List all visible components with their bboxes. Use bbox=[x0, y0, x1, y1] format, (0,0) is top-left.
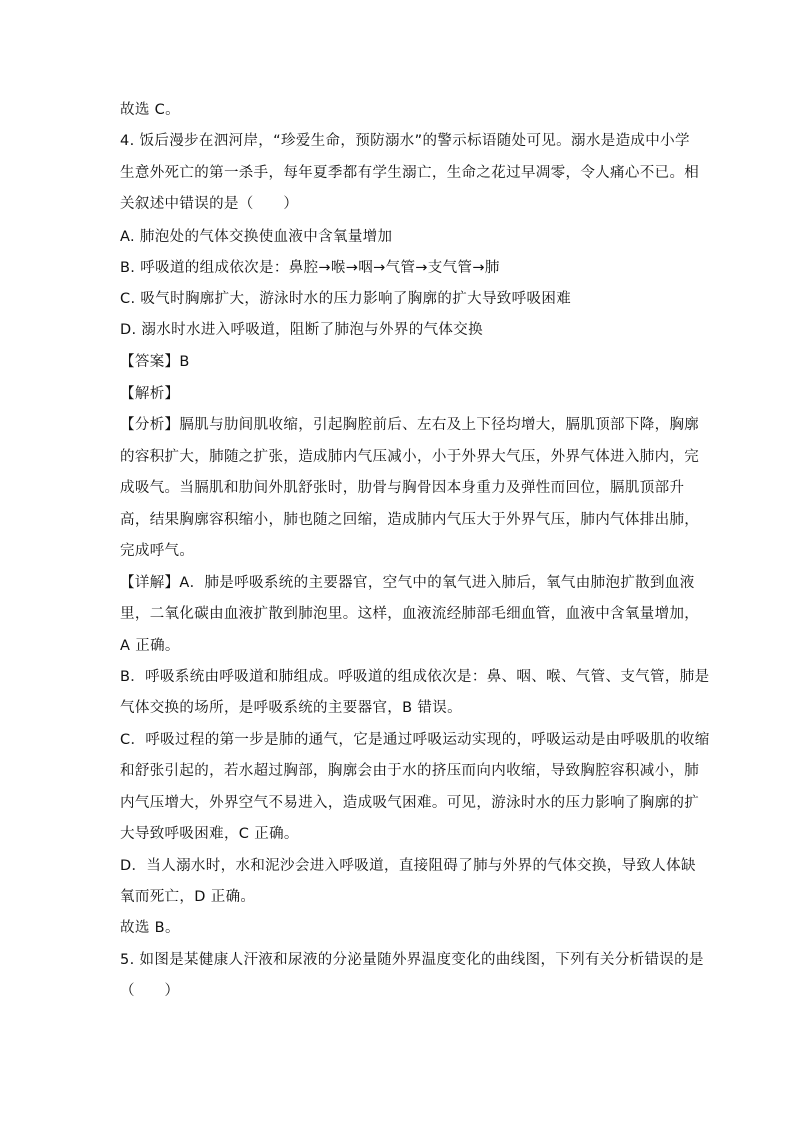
q4-detail-line-5: 气体交换的场所，是呼吸系统的主要器官，B 错误。 bbox=[120, 700, 462, 716]
q4-detail-line-2: 里，二氧化碳由血液扩散到肺泡里。这样，血液流经肺部毛细血管，血液中含氧量增加， bbox=[120, 606, 700, 622]
q4-detail-line-11: 氧而死亡，D 正确。 bbox=[120, 889, 256, 905]
q4-analysis-line-2: 的容积扩大，肺随之扩张，造成肺内气压减小，小于外界大气压，外界气体进入肺内，完 bbox=[120, 449, 700, 465]
q4-detail-line-3: A 正确。 bbox=[120, 638, 180, 654]
q4-option-a: A. 肺泡处的气体交换使血液中含氧量增加 bbox=[120, 229, 393, 245]
q4-detail-line-6: C．呼吸过程的第一步是肺的通气，它是通过呼吸运动实现的，呼吸运动是由呼吸肌的收缩 bbox=[120, 732, 710, 748]
q4-stem-line-1: 4. 饭后漫步在泗河岸，“珍爱生命，预防溺水”的警示标语随处可见。溺水是造成中小学 bbox=[120, 133, 690, 149]
q4-detail-line-4: B．呼吸系统由呼吸道和肺组成。呼吸道的组成依次是：鼻、咽、喉、气管、支气管，肺是 bbox=[120, 669, 710, 685]
q5-stem-line-1: 5. 如图是某健康人汗液和尿液的分泌量随外界温度变化的曲线图，下列有关分析错误的是 bbox=[120, 952, 704, 968]
q4-analysis-title: 【解析】 bbox=[120, 386, 180, 402]
q4-detail-line-9: 大导致呼吸困难，C 正确。 bbox=[120, 826, 299, 842]
q4-option-c: C. 吸气时胸廓扩大，游泳时水的压力影响了胸廓的扩大导致呼吸困难 bbox=[120, 291, 572, 307]
q4-analysis-line-5: 完成呼气。 bbox=[120, 543, 195, 559]
q4-detail-line-7: 和舒张引起的，若水超过胸部，胸廓会由于水的挤压而向内收缩，导致胸腔容积减小，肺 bbox=[120, 763, 700, 779]
q4-stem-line-2: 生意外死亡的第一杀手，每年夏季都有学生溺亡，生命之花过早凋零，令人痛心不已。相 bbox=[120, 165, 700, 181]
q4-answer: 【答案】B bbox=[120, 354, 190, 370]
q4-analysis-line-3: 成吸气。当膈肌和肋间外肌舒张时，肋骨与胸骨因本身重力及弹性而回位，膈肌顶部升 bbox=[120, 480, 685, 496]
q4-detail-line-8: 内气压增大，外界空气不易进入，造成吸气困难。可见，游泳时水的压力影响了胸廓的扩 bbox=[120, 795, 700, 811]
q4-analysis-line-1: 【分析】膈肌与肋间肌收缩，引起胸腔前后、左右及上下径均增大，膈肌顶部下降，胸廓 bbox=[120, 417, 700, 433]
q3-conclusion: 故选 C。 bbox=[120, 102, 180, 118]
q4-analysis-line-4: 高，结果胸廓容积缩小，肺也随之回缩，造成肺内气压大于外界气压，肺内气体排出肺， bbox=[120, 512, 700, 528]
q4-option-d: D. 溺水时水进入呼吸道，阻断了肺泡与外界的气体交换 bbox=[120, 322, 483, 338]
q4-detail-line-10: D．当人溺水时，水和泥沙会进入呼吸道，直接阻碍了肺与外界的气体交换，导致人体缺 bbox=[120, 858, 696, 874]
q4-stem-line-3: 关叙述中错误的是（ ） bbox=[120, 196, 299, 212]
q4-option-b: B. 呼吸道的组成依次是：鼻腔→喉→咽→气管→支气管→肺 bbox=[120, 260, 500, 276]
q4-conclusion: 故选 B。 bbox=[120, 920, 180, 936]
q5-stem-line-2: （ ） bbox=[120, 983, 180, 999]
q4-detail-line-1: 【详解】A．肺是呼吸系统的主要器官，空气中的氧气进入肺后，氧气由肺泡扩散到血液 bbox=[120, 575, 695, 591]
